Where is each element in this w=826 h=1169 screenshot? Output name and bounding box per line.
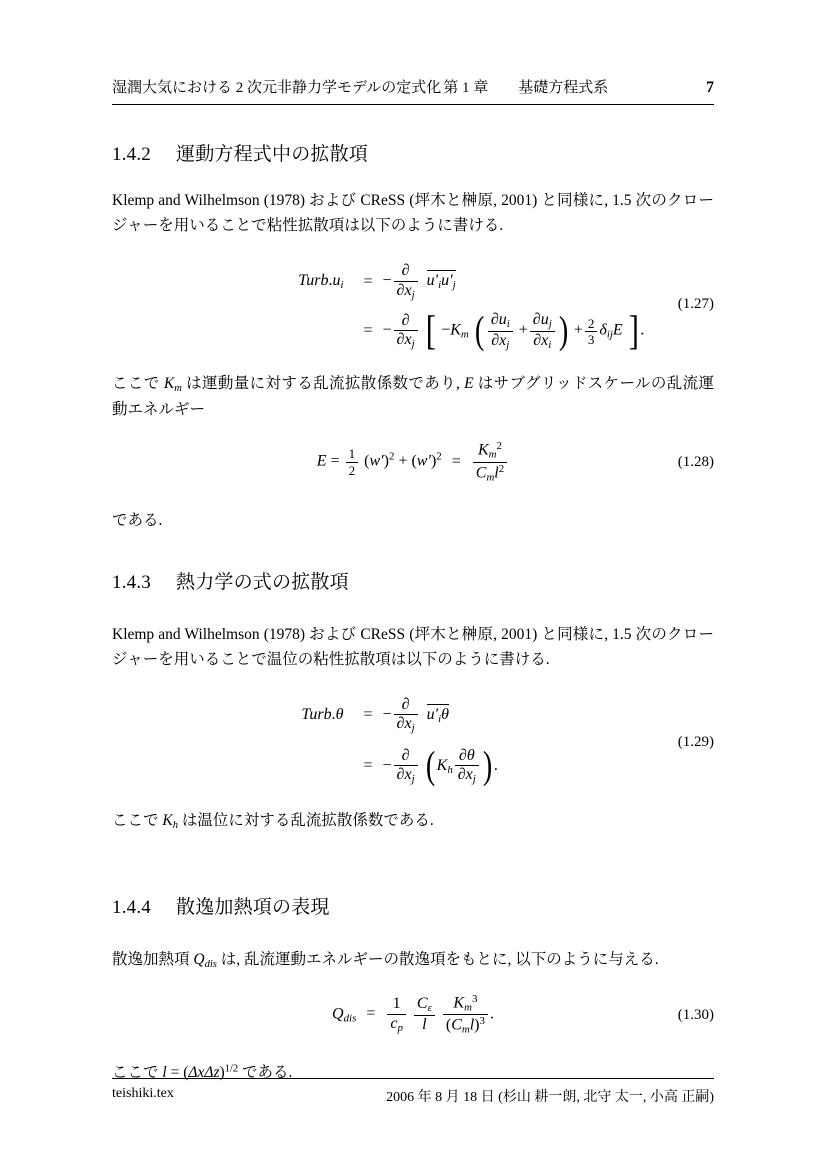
text-l-def-prefix: ここで: [112, 1064, 163, 1082]
eq129-rhs-line2: − $\frac{\partial}{\partial x_j}$ ( $K_h$ $\frac{\partial\theta}{\partial x_j}$ ) .: [382, 744, 498, 788]
equation-1-28: [112, 440, 714, 483]
eq127-equals-1: =: [363, 272, 373, 290]
running-head: [112, 76, 714, 105]
equation-tag-1-28: (1.28): [677, 454, 714, 471]
section-number-143: 1.4.3: [112, 571, 151, 593]
equation-1-30: [112, 993, 714, 1036]
section-heading-143: [112, 567, 714, 594]
paragraph-after-eq129: ここで $K_h$ は温位に対する乱流拡散係数である.: [112, 811, 434, 831]
eq129-equals-1: =: [363, 706, 373, 724]
running-head-title: 湿潤大気における 2 次元非静力学モデルの定式化: [112, 80, 442, 96]
equation-tag-1-29: (1.29): [677, 734, 714, 751]
text-km-def: ここで $K_m$ は運動量に対する乱流拡散係数であり, E はサブグリッドスケールの乱流運動エネルギー: [112, 375, 714, 419]
footer-filename: teishiki.tex: [112, 1086, 174, 1101]
eq130-body: $Q_{dis}$ = $\frac{1}{c_p}$ $\frac{C_\varepsilon}{l}$ $\frac{K_m^3}{(C_ml)^3}$ .: [332, 992, 494, 1036]
paragraph-142: Klemp and Wilhelmson (1978) および CReSS (坪木と榊原, 2001) と同様に, 1.5 次のクロージャーを用いることで粘性拡散項は以下のように書ける.: [112, 192, 714, 235]
paragraph-after-eq127: [112, 371, 714, 422]
equation-tag-1-27: (1.27): [677, 296, 714, 313]
eq129-lhs: Turb.θ: [301, 706, 344, 724]
equation-1-27: [112, 262, 714, 354]
section-number-142: 1.4.2: [112, 144, 151, 165]
eq127-equals-2: =: [363, 322, 373, 340]
section-title-142: 運動方程式中の拡散項: [176, 144, 369, 165]
page-number: 7: [706, 79, 714, 96]
eq127-rhs-line1: − $\frac{\partial}{\partial x_j}$ $u'_iu'_j$: [382, 262, 456, 301]
section-heading-142: [112, 139, 714, 166]
section-heading-144: [112, 892, 714, 919]
section-number-144: 1.4.4: [112, 896, 151, 918]
paragraph-143: Klemp and Wilhelmson (1978) および CReSS (坪木と榊原, 2001) と同様に, 1.5 次のクロージャーを用いることで温位の粘性拡散項は以下のように書ける.: [112, 625, 714, 668]
section-title-143: 熱力学の式の拡散項: [176, 571, 349, 593]
running-head-chapter: 第 1 章 基礎方程式系: [443, 80, 609, 96]
page-content: [112, 76, 714, 1085]
section-title-144: 散逸加熱項の表現: [176, 896, 330, 918]
eq129-equals-2: =: [363, 757, 373, 775]
equation-1-29: [112, 696, 714, 786]
paragraph-after-eq130: ここで $l = (\Delta x\Delta z)^{1/2}$ である.: [112, 1063, 293, 1082]
paragraph-dearu-1: である.: [112, 511, 163, 529]
paragraph-144: 散逸加熱項 $Q_{dis}$ は, 乱流運動エネルギーの散逸項をもとに, 以下のように与える.: [112, 950, 659, 970]
equation-tag-1-30: (1.30): [677, 1006, 714, 1023]
text-l-def-suffix: である.: [238, 1064, 293, 1082]
eq129-rhs-line1: − $\frac{\partial}{\partial x_j}$ $u'_i\theta$: [382, 696, 449, 735]
eq128-body: E = $\frac{1}{2}$ $(w')^2 + (w')^2$ = $\frac{K_m^2}{C_ml^2}$: [317, 440, 509, 483]
eq127-lhs: $Turb.u_i$: [298, 272, 344, 292]
footer-credit: 2006 年 8 月 18 日 (杉山 耕一朗, 北守 太一, 小高 正嗣): [386, 1090, 714, 1105]
page-footer: [112, 1078, 714, 1106]
eq127-rhs-line2: − $\frac{\partial}{\partial x_j}$ [ $-K_m$ ( $\frac{\partial u_i}{\partial x_j}$ + $\frac{\partial u_j}{\partial x_i}$ ) + $\frac{2}{3}$ $\delta_{ij}E$ ] .: [382, 308, 645, 354]
